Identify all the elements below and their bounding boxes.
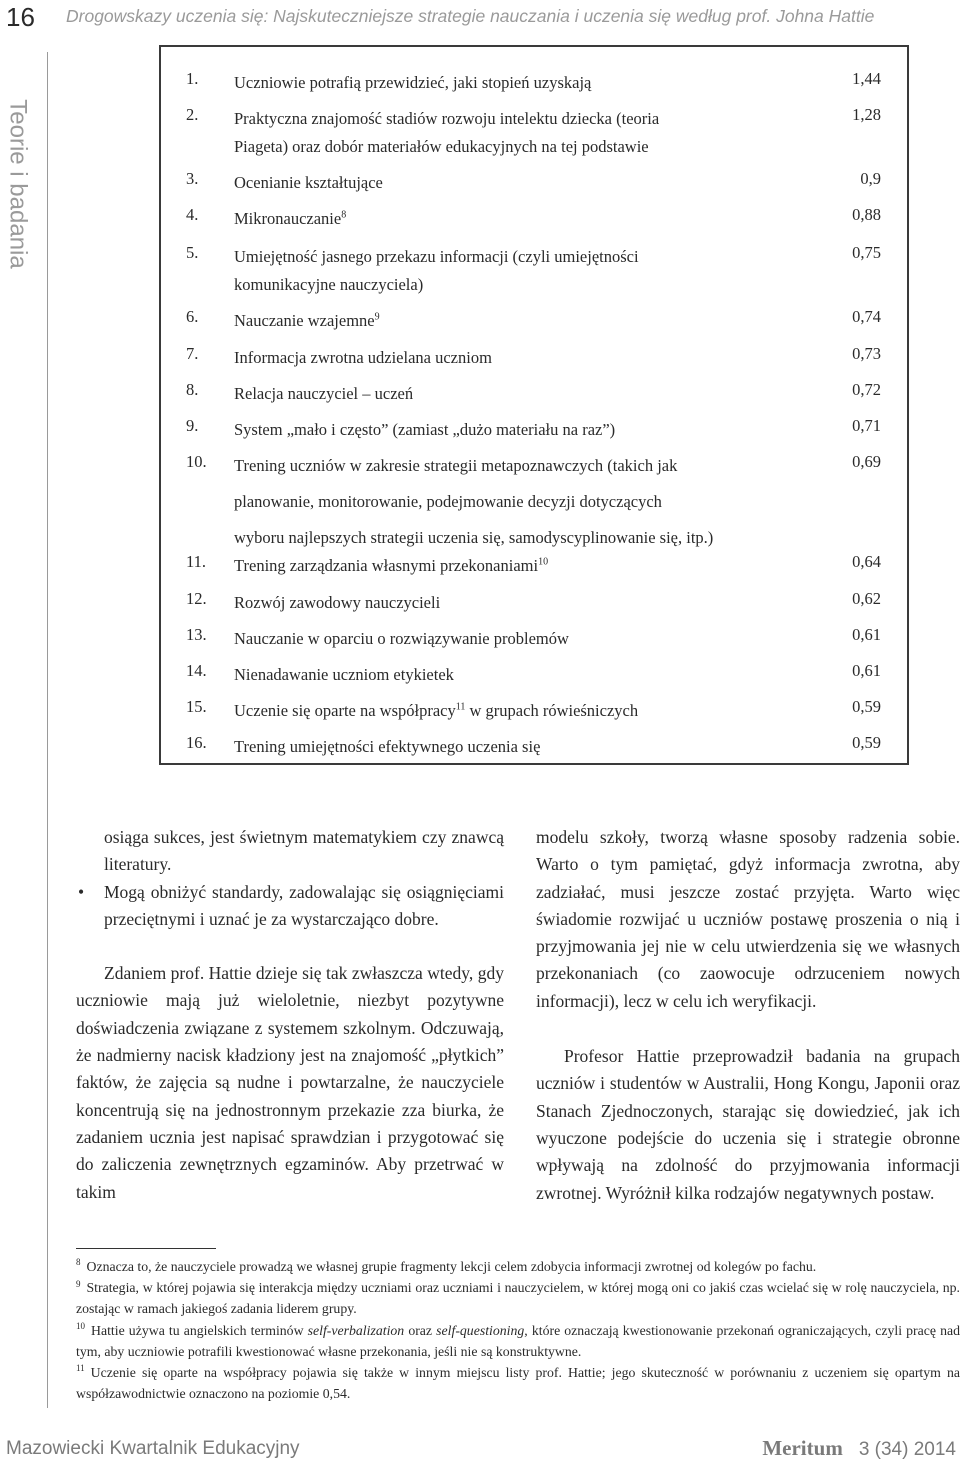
- rank-label-text: Uczenie się oparte na współpracy: [234, 701, 456, 720]
- paragraph: modelu szkoły, tworzą własne sposoby radzenia sobie. Warto o tym pamiętać, gdyż informacja zwrotna, aby zadziałać, musi jeszcze zostać przyjęta. Warto więc świadomie rozwijać u uczniów postawę proszenia o nią i przyjmowania jej nie w celu utwierdzenia się we własnych przekonaniach (co zaowocuje odrzuceniem nowych informacji), lecz w celu ich weryfikacji.: [536, 827, 960, 1011]
- bullet-text: Mogą obniżyć standardy, zadowalając się osiągnięciami przeciętnymi i uznać je za wystarczająco dobre.: [104, 881, 504, 929]
- footnote-text: Oznacza to, że nauczyciele prowadzą we własnej grupie fragmenty lekcji celem zdobycia informacji zwrotnej od kolegów po fachu.: [86, 1259, 817, 1274]
- footnotes: [76, 1256, 960, 1404]
- footnote-number: 9: [76, 1278, 81, 1289]
- rank-label-line: wyboru najlepszych strategii uczenia się, samodyscyplinowanie się, itp.): [234, 528, 714, 547]
- effect-size: 0,69: [852, 452, 881, 471]
- footnote-ref: 11: [455, 701, 466, 713]
- footnote-text: Strategia, w której pojawia się interakcja między uczniami oraz uczniami i nauczycielem, w której mogą oni co jakiś czas wcielać się w rolę nauczyciela, np. zostając w ramach jakiegoś zadania liderem grupy.: [76, 1280, 960, 1317]
- body-column-left: [76, 824, 504, 1206]
- effect-size: 0,88: [852, 205, 881, 224]
- footnote-ref: 10: [538, 556, 549, 568]
- footnote-text: Hattie używa tu angielskich terminów: [91, 1322, 308, 1338]
- rank-label: [234, 105, 794, 161]
- rank-label: [234, 307, 794, 335]
- effect-size: 0,62: [852, 589, 881, 608]
- paragraph: Profesor Hattie przeprowadził badania na grupach uczniów i studentów w Australii, Hong Kongu, Japonii oraz Stanach Zjednoczonych, starając się dowiedzieć, jak ich wyuczone podejście do uczenia się i strategie obronne wpływają na zdolność do przyjmowania informacji zwrotnej. Wyróżnił kilka rodzajów negatywnych postaw.: [536, 1046, 960, 1203]
- footnote-term: self-questioning: [436, 1322, 525, 1338]
- footnote-text: Uczenie się oparte na współpracy pojawia się także w innym miejscu listy prof. Hattie; jego skuteczność w porównaniu z uczeniem się opartym na współzawodnictwie oznaczono na poziomie 0,54.: [76, 1365, 960, 1402]
- rank-label: [234, 205, 794, 233]
- footnote: [76, 1362, 960, 1404]
- rank-label: Trening umiejętności efektywnego uczenia się: [234, 737, 541, 756]
- side-divider: [47, 52, 48, 1408]
- issue-number: 3 (34) 2014: [858, 1439, 956, 1460]
- rank-number: 8.: [186, 380, 199, 399]
- rank-label: Uczniowie potrafią przewidzieć, jaki stopień uzyskają: [234, 73, 592, 92]
- footnote-ref: 9: [374, 311, 380, 323]
- footer-right: [762, 1436, 956, 1461]
- rank-number: 15.: [186, 697, 207, 716]
- rank-label-line: komunikacyjne nauczyciela): [234, 275, 424, 294]
- rank-number: 13.: [186, 625, 207, 644]
- rank-number: 12.: [186, 589, 207, 608]
- footnote-text: oraz: [404, 1322, 437, 1338]
- rank-label-text: Nauczanie wzajemne: [234, 311, 375, 330]
- rank-label: [234, 697, 794, 725]
- rank-label-line: planowanie, monitorowanie, podejmowanie decyzji dotyczących: [234, 492, 662, 511]
- effect-size: 0,59: [852, 733, 881, 752]
- section-tab-label: Teorie i badania: [5, 99, 33, 269]
- footnote: [76, 1320, 960, 1362]
- bullet-icon: •: [78, 881, 85, 902]
- effect-size: 0,64: [852, 552, 881, 571]
- effect-size: 0,72: [852, 380, 881, 399]
- rank-number: 14.: [186, 661, 207, 680]
- rank-number: 9.: [186, 416, 199, 435]
- rank-label: [234, 452, 814, 552]
- effect-size: 0,73: [852, 344, 881, 363]
- rank-label-line: Piageta) oraz dobór materiałów edukacyjnych na tej podstawie: [234, 137, 649, 156]
- paragraph-text: Zdaniem prof. Hattie dzieje się tak zwłaszcza wtedy, gdy uczniowie mają już wieloletnie, niezbyt pozytywne doświadczenia związane z systemem szkolnym. Odczuwają, że nadmierny nacisk kładziony jest na znajomość „płytkich” faktów, że zajęcia są nudne i powtarzalne, że nauczyciele koncentrują się na jednostronnym przekazie zza biurka, że zadaniem ucznia jest napisać sprawdzian i przygotować się do zaliczenia zewnętrznych egzaminów. Aby przetrwać w takim: [76, 963, 504, 1202]
- rank-label: Relacja nauczyciel – uczeń: [234, 384, 414, 403]
- rank-label: Ocenianie kształtujące: [234, 173, 383, 192]
- section-tab: [0, 64, 36, 304]
- running-title: Drogowskazy uczenia się: Najskuteczniejsze strategie nauczania i uczenia się według prof. Johna Hattie: [66, 6, 875, 26]
- ranking-table: [159, 45, 909, 765]
- effect-size: 0,74: [852, 307, 881, 326]
- page-number: 16: [6, 2, 35, 32]
- bullet-item: [78, 879, 504, 934]
- rank-number: 5.: [186, 243, 199, 262]
- rank-number: 2.: [186, 105, 199, 124]
- rank-number: 4.: [186, 205, 199, 224]
- rank-label-text: Trening zarządzania własnymi przekonaniami: [234, 556, 539, 575]
- effect-size: 0,59: [852, 697, 881, 716]
- effect-size: 0,71: [852, 416, 881, 435]
- rank-number: 16.: [186, 733, 207, 752]
- footnote-term: self-verbalization: [307, 1322, 405, 1338]
- footnote-ref: 8: [341, 209, 347, 221]
- rank-number: 10.: [186, 452, 207, 471]
- footnote-number: 11: [76, 1363, 85, 1374]
- footnote-divider: [76, 1248, 216, 1249]
- rank-label: [234, 552, 794, 580]
- rank-label: Nienadawanie uczniom etykietek: [234, 665, 454, 684]
- effect-size: 0,61: [852, 661, 881, 680]
- rank-label-text: Mikronauczanie: [234, 209, 342, 228]
- footnote-number: 10: [76, 1321, 85, 1332]
- rank-number: 11.: [186, 552, 207, 571]
- footnote-text: , które oznaczają kwestionowanie przekonań ograniczających, czyli pracę nad tym, aby uczniowie potrafili kwestionować własne przekonania, jeśli nie są konstruktywne.: [76, 1322, 960, 1359]
- effect-size: 0,61: [852, 625, 881, 644]
- paragraph: osiąga sukces, jest świetnym matematykiem czy znawcą literatury.: [104, 827, 504, 875]
- footnote: [76, 1256, 960, 1277]
- rank-label: Nauczanie w oparciu o rozwiązywanie problemów: [234, 629, 569, 648]
- effect-size: 1,28: [852, 105, 881, 124]
- rank-label: Rozwój zawodowy nauczycieli: [234, 593, 441, 612]
- journal-name: Mazowiecki Kwartalnik Edukacyjny: [6, 1438, 300, 1459]
- rank-number: 3.: [186, 169, 199, 188]
- footnote: [76, 1277, 960, 1319]
- footnote-number: 8: [76, 1257, 81, 1268]
- rank-label: System „mało i często” (zamiast „dużo materiału na raz”): [234, 420, 616, 439]
- effect-size: 0,9: [860, 169, 881, 188]
- rank-label-line: Umiejętność jasnego przekazu informacji (czyli umiejętności: [234, 247, 639, 266]
- rank-label: [234, 243, 794, 299]
- rank-number: 7.: [186, 344, 199, 363]
- effect-size: 0,75: [852, 243, 881, 262]
- rank-label-text: w grupach rówieśniczych: [465, 701, 639, 720]
- effect-size: 1,44: [852, 69, 881, 88]
- rank-number: 1.: [186, 69, 199, 88]
- rank-number: 6.: [186, 307, 199, 326]
- rank-label-line: Trening uczniów w zakresie strategii metapoznawczych (takich jak: [234, 456, 678, 475]
- rank-label-line: Praktyczna znajomość stadiów rozwoju intelektu dziecka (teoria: [234, 109, 660, 128]
- body-column-right: [536, 824, 960, 1207]
- paragraph: [76, 960, 504, 1206]
- rank-label: Informacja zwrotna udzielana uczniom: [234, 348, 492, 367]
- journal-brand: Meritum: [762, 1436, 843, 1460]
